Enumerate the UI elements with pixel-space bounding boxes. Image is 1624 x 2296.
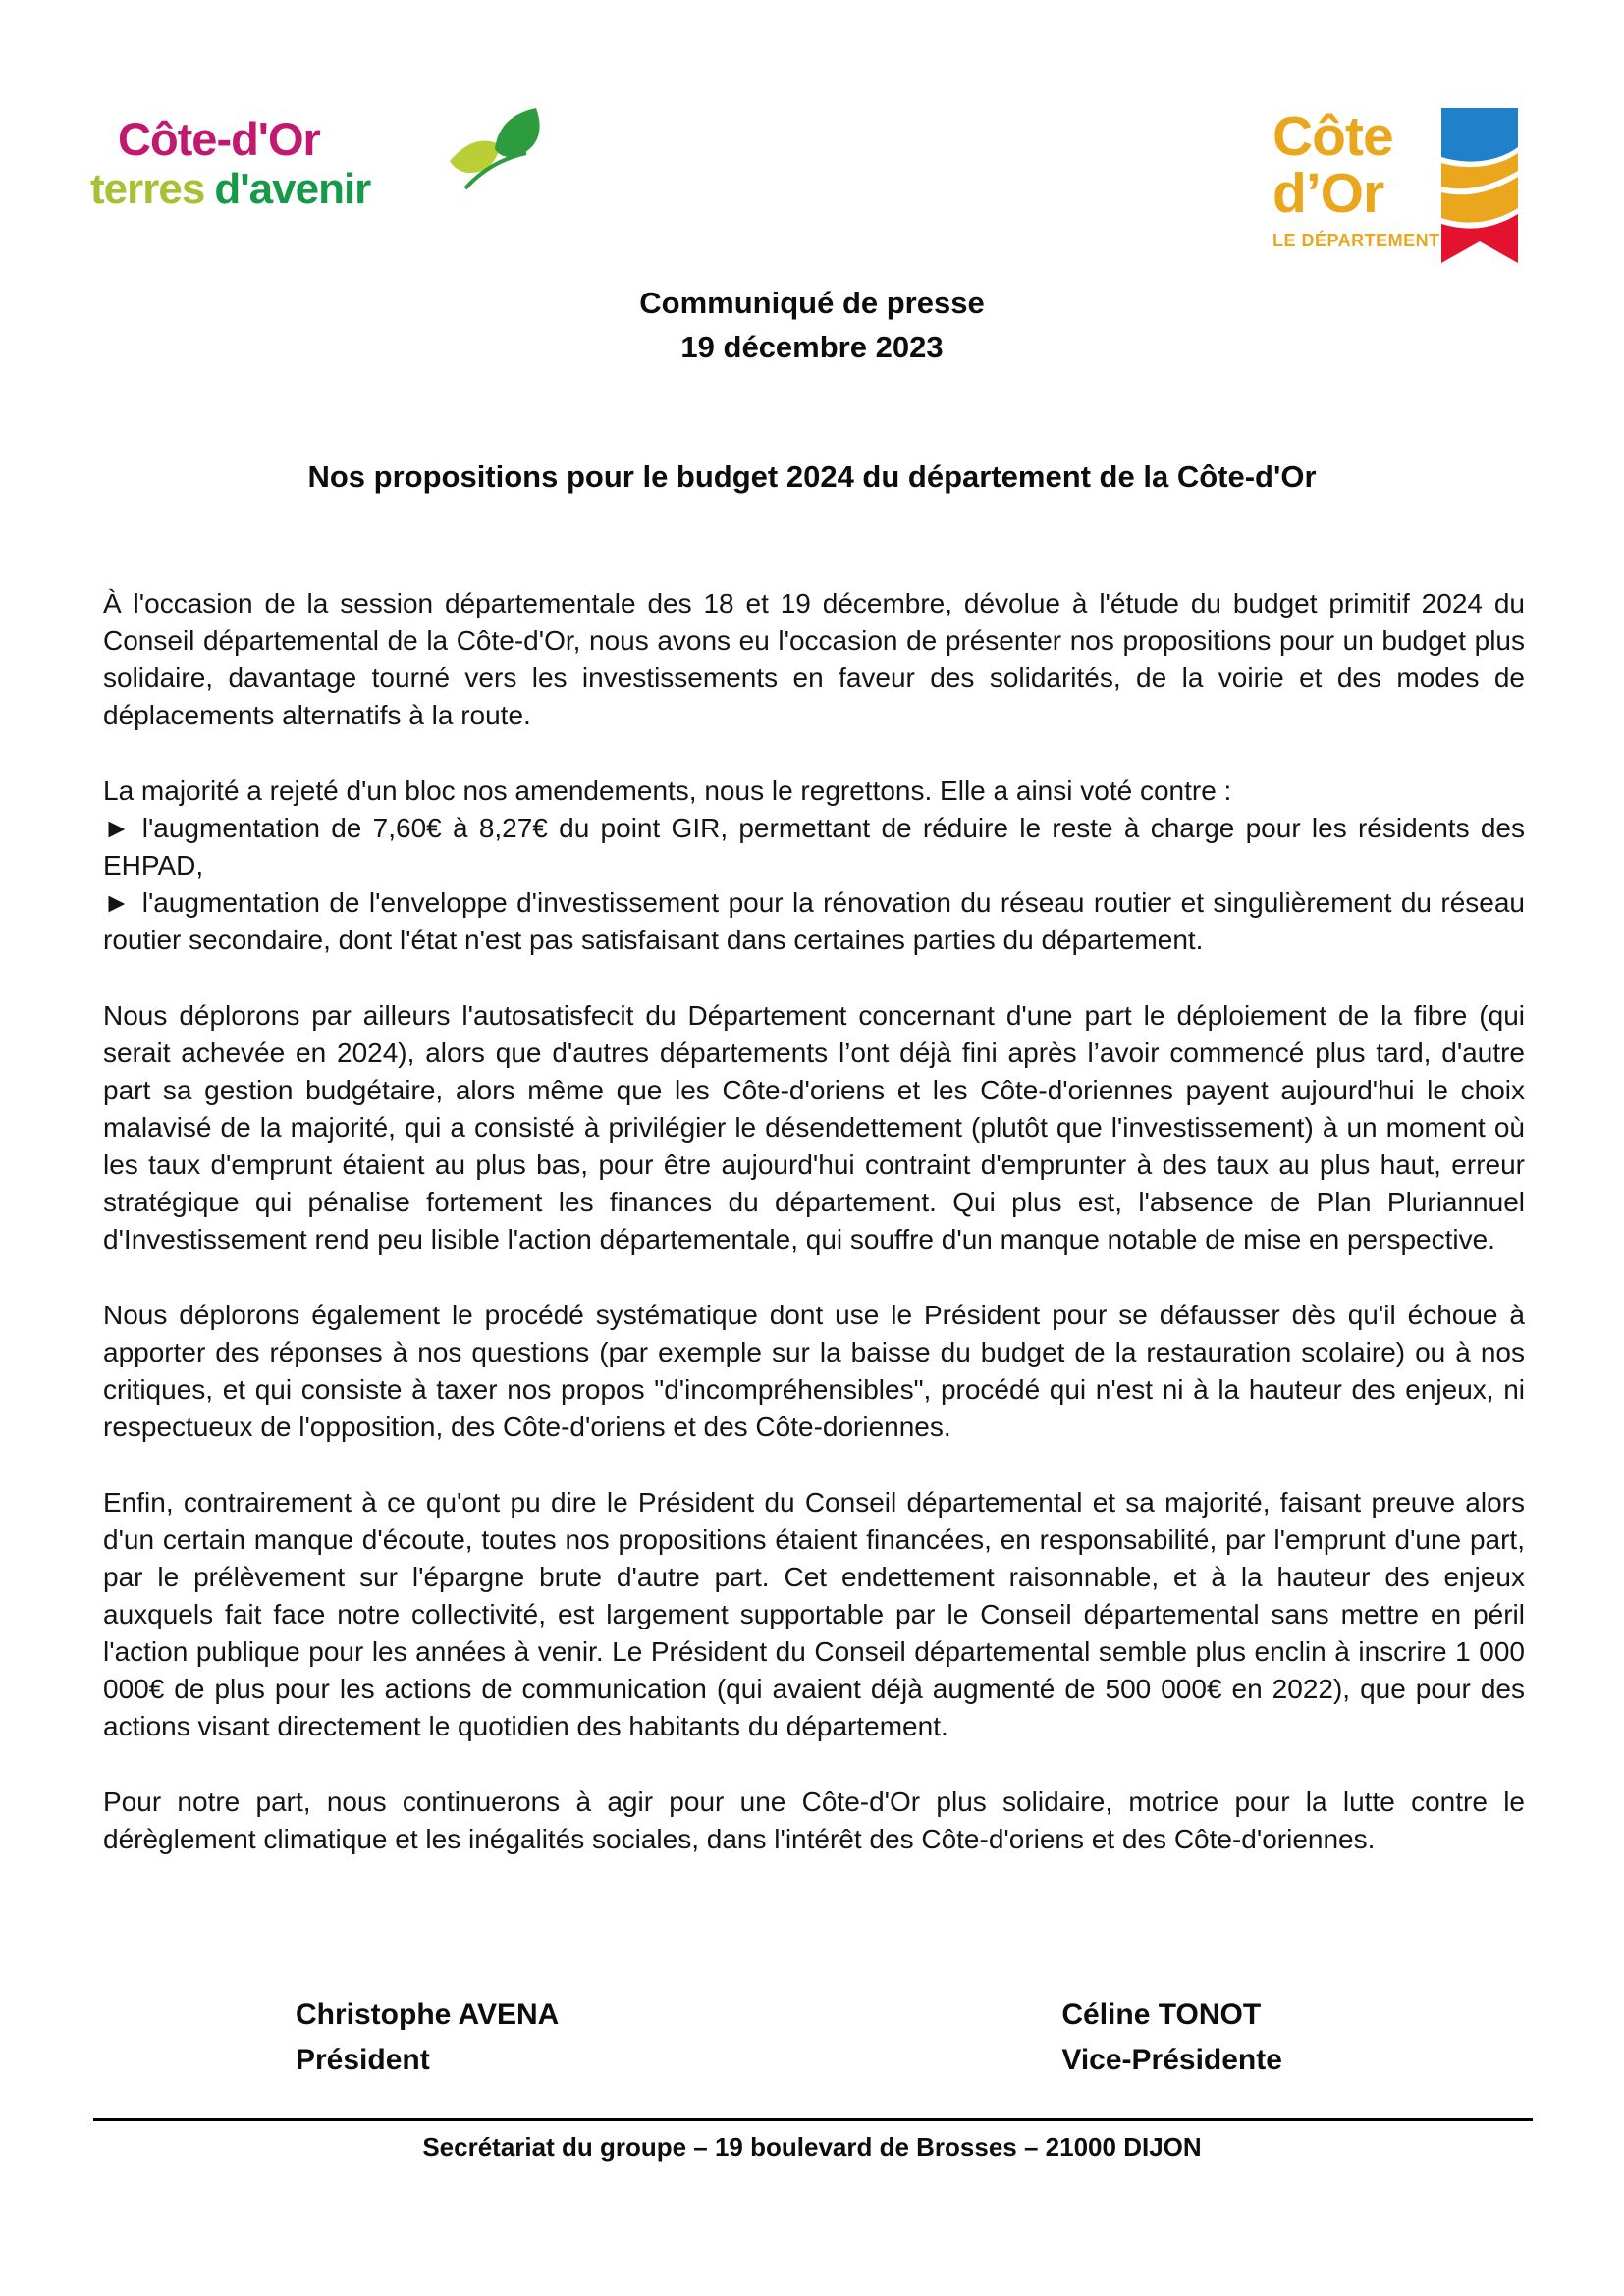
- logo-left-word-terres: terres: [90, 165, 205, 213]
- bullet-item-roads-text: l'augmentation de l'enveloppe d'investissement pour la rénovation du réseau routier et singulièrement du réseau routier secondaire, dont l'état n'est pas satisfaisant dans certaines parties du département.: [103, 887, 1525, 955]
- logo-right-subtitle: LE DÉPARTEMENT: [1272, 231, 1440, 250]
- signature-president: [296, 1993, 559, 2083]
- leaves-icon: [436, 102, 552, 192]
- logo-right-word1: Côte: [1272, 105, 1393, 168]
- amendments-intro: La majorité a rejeté d'un bloc nos amendements, nous le regrettons. Elle a ainsi voté contre :: [103, 775, 1232, 806]
- paragraph-conclusion: Pour notre part, nous continuerons à agir pour une Côte-d'Or plus solidaire, motrice pour la lutte contre le dérèglement climatique et les inégalités sociales, dans l'intérêt des Côte-d'oriens et des Côte-d'oriennes.: [103, 1787, 1525, 1854]
- doc-date: 19 décembre 2023: [680, 330, 944, 364]
- logo-right-text: [1272, 105, 1440, 251]
- department-flag-icon: [1441, 108, 1518, 265]
- paragraph-procede: Nous déplorons également le procédé systématique dont use le Président pour se défausser dès qu'il échoue à apporter des réponses à nos questions (par exemple sur la baisse du budget de la restauration scolaire) ou à nos critiques, et qui consiste à taxer nos propos "d'incompréhensibles", procédé qui n'est ni à la hauteur des enjeux, ni respectueux de l'opposition, des Côte-d'oriens et des Côte-doriennes.: [103, 1300, 1525, 1442]
- document-header: [0, 281, 1624, 369]
- footer-divider: [93, 2118, 1533, 2121]
- arrow-bullet-icon: ►: [103, 887, 131, 918]
- signature-vice-presidente: [1061, 1993, 1282, 2083]
- logo-left-title: Côte-d'Or: [118, 113, 320, 165]
- page-title: Nos propositions pour le budget 2024 du département de la Côte-d'Or: [307, 459, 1317, 494]
- bullet-item-gir-text: l'augmentation de 7,60€ à 8,27€ du point GIR, permettant de réduire le reste à charge pour les résidents des EHPAD,: [103, 813, 1525, 881]
- footer-address: Secrétariat du groupe – 19 boulevard de Brosses – 21000 DIJON: [422, 2132, 1202, 2162]
- body-text: [103, 585, 1525, 1858]
- paragraph-autosatisfecit: Nous déplorons par ailleurs l'autosatisfecit du Département concernant d'une part le déploiement de la fibre (qui serait achevée en 2024), alors que d'autres départements l’ont déjà fini après l’avoir commencé plus tard, d'autre part sa gestion budgétaire, alors même que les Côte-d'oriens et les Côte-d'oriennes payent aujourd'hui le choix malavisé de la majorité, qui a consisté à privilégier le désendettement (plutôt que l'investissement) à un moment où les taux d'emprunt étaient au plus bas, pour être aujourd'hui contraint d'emprunter à des taux au plus haut, erreur stratégique qui pénalise fortement les finances du département. Qui plus est, l'absence de Plan Pluriannuel d'Investissement rend peu lisible l'action départementale, qui souffre d'un manque notable de mise en perspective.: [103, 1000, 1525, 1255]
- terres-davenir-logo: [90, 114, 552, 251]
- signature-president-role: Président: [296, 2044, 430, 2076]
- logo-left-word-avenir: d'avenir: [214, 165, 371, 213]
- signatures-block: [103, 1993, 1525, 2083]
- paragraph-financement: Enfin, contrairement à ce qu'ont pu dire le Président du Conseil départemental et sa majorité, faisant preuve alors d'un certain manque d'écoute, toutes nos propositions étaient financées, en responsabilité, par l'emprunt d'une part, par le prélèvement sur l'épargne brute d'autre part. Cet endettement raisonnable, et à la hauteur des enjeux auxquels fait face notre collectivité, est largement supportable par le Conseil départemental sans mettre en péril l'action publique pour les années à venir. Le Président du Conseil départemental semble plus enclin à inscrire 1 000 000€ de plus pour les actions de communication (qui avaient déjà augmenté de 500 000€ en 2022), que pour des actions visant directement le quotidien des habitants du département.: [103, 1487, 1525, 1741]
- arrow-bullet-icon: ►: [103, 813, 131, 843]
- signature-vice-presidente-role: Vice-Présidente: [1061, 2044, 1282, 2076]
- paragraph-session: À l'occasion de la session départementale des 18 et 19 décembre, dévolue à l'étude du budget primitif 2024 du Conseil départemental de la Côte-d'Or, nous avons eu l'occasion de présenter nos propositions pour un budget plus solidaire, davantage tourné vers les investissements en faveur des solidarités, de la voirie et des modes de déplacements alternatifs à la route.: [103, 588, 1525, 730]
- bullet-item-roads: [103, 884, 1525, 959]
- cote-dor-department-logo: [1272, 105, 1528, 275]
- signature-vice-presidente-name: Céline TONOT: [1061, 1999, 1262, 2031]
- bullet-item-gir: [103, 810, 1525, 884]
- signature-president-name: Christophe AVENA: [296, 1999, 560, 2031]
- amendments-block: [103, 773, 1525, 959]
- doc-type-label: Communiqué de presse: [639, 286, 985, 320]
- logo-right-word2: d’Or: [1272, 162, 1384, 225]
